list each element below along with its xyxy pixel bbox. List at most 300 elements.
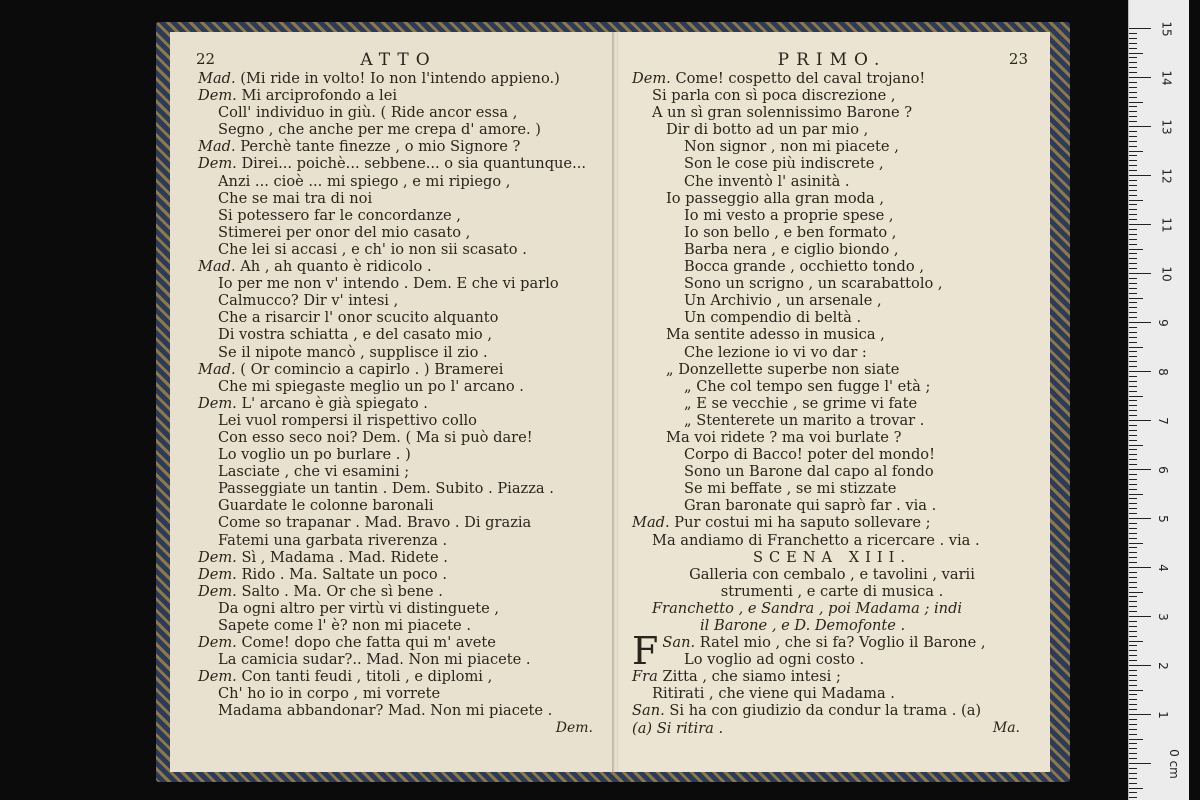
text-line: [632, 446, 1032, 463]
ruler-tick: [1129, 680, 1137, 681]
line-text: Che a risarcir l' onor scucito alquanto: [218, 309, 499, 327]
drop-cap: F: [632, 629, 659, 674]
ruler-tick: [1129, 283, 1137, 284]
text-line: [632, 207, 1032, 224]
ruler-tick: [1129, 141, 1137, 142]
right-running-header: [632, 50, 1032, 70]
ruler-tick: [1129, 263, 1137, 264]
right-page-number: 23: [1008, 50, 1028, 68]
line-text: Pur costui mi ha saputo sollevare ;: [674, 514, 931, 532]
text-line: [198, 651, 599, 668]
speaker-label: Dem.: [198, 634, 237, 652]
ruler-tick: [1129, 778, 1137, 779]
text-line: [198, 292, 599, 309]
ruler-tick: [1129, 768, 1137, 769]
ruler-tick: [1129, 234, 1137, 235]
line-text: Lo voglio un po burlare . ): [218, 446, 411, 464]
ruler-tick: [1129, 376, 1137, 377]
text-line: [198, 378, 599, 395]
text-line: [632, 497, 1032, 514]
line-text: Ma sentite adesso in musica ,: [666, 326, 885, 344]
text-line: [198, 668, 599, 685]
text-line: [198, 532, 599, 549]
ruler-tick: [1129, 273, 1151, 274]
text-line: [632, 309, 1032, 326]
text-line: [632, 378, 1032, 395]
text-line: [632, 651, 1032, 668]
line-text: Gran baronate qui saprò far . via .: [684, 497, 937, 515]
ruler-tick: [1129, 508, 1137, 509]
ruler-label: 14: [1159, 70, 1174, 86]
ruler-tick: [1129, 425, 1137, 426]
ruler-tick: [1129, 616, 1151, 617]
speaker-label: Dem.: [198, 668, 237, 686]
line-text: Stimerei per onor del mio casato ,: [218, 223, 471, 241]
ruler-tick: [1129, 258, 1137, 259]
text-line: [632, 275, 1032, 292]
ruler-tick: [1129, 342, 1137, 343]
ruler-label: 2: [1155, 662, 1170, 670]
line-text: Un Archivio , un arsenale ,: [684, 292, 882, 310]
ruler-tick: [1129, 567, 1151, 568]
ruler-tick: [1129, 332, 1137, 333]
ruler-tick: [1129, 552, 1137, 553]
line-text: Si parla con sì poca discrezione ,: [652, 87, 896, 105]
ruler-label: 13: [1159, 119, 1174, 135]
ruler-tick: [1129, 175, 1151, 176]
speaker-label: Mad.: [198, 360, 236, 378]
text-line: [632, 668, 1032, 685]
ruler-tick: [1129, 611, 1137, 612]
ruler-tick: [1129, 690, 1143, 691]
line-text: Sapete come l' è? non mi piacete .: [218, 617, 471, 634]
line-text: „ E se vecchie , se grime vi fate: [684, 394, 918, 412]
speaker-label: San.: [632, 702, 665, 720]
speaker-label: Dem.: [198, 582, 237, 600]
ruler-tick: [1129, 214, 1137, 215]
ruler-tick: [1129, 351, 1137, 352]
line-text: Di vostra schiatta , e del casato mio ,: [218, 326, 492, 344]
text-line: [632, 463, 1032, 480]
ruler-tick: [1129, 557, 1137, 558]
ruler-tick: [1129, 82, 1137, 83]
line-text: Da ogni altro per virtù vi distinguete ,: [218, 599, 500, 617]
line-text: Sono un scrigno , un scarabattolo ,: [684, 275, 943, 293]
right-text-block: [632, 70, 1032, 549]
ruler-tick: [1129, 753, 1137, 754]
text-line: [632, 326, 1032, 343]
line-text: Io son bello , e ben formato ,: [684, 223, 897, 241]
ruler-tick: [1129, 106, 1137, 107]
text-line: [632, 173, 1032, 190]
ruler-tick: [1129, 405, 1137, 406]
text-line: [198, 685, 599, 702]
line-text: Ah , ah quanto è ridicolo .: [240, 258, 432, 276]
text-line: [198, 258, 599, 275]
ruler-tick: [1129, 650, 1137, 651]
text-line: [198, 326, 599, 343]
ruler-tick: [1129, 645, 1137, 646]
ruler-label: 5: [1155, 515, 1170, 523]
ruler-tick: [1129, 38, 1137, 39]
ruler-tick: [1129, 209, 1137, 210]
text-line: [632, 155, 1032, 172]
ruler-tick: [1129, 734, 1137, 735]
text-line: [632, 258, 1032, 275]
text-line: [632, 190, 1032, 207]
text-line: [198, 412, 599, 429]
line-text: Si potessero far le concordanze ,: [218, 206, 461, 224]
text-line: [198, 583, 599, 600]
ruler-tick: [1129, 337, 1137, 338]
ruler-tick: [1129, 479, 1137, 480]
ruler-tick: [1129, 72, 1137, 73]
ruler-tick: [1129, 758, 1137, 759]
line-text: Son le cose più indiscrete ,: [684, 155, 884, 173]
line-text: Lei vuol rompersi il rispettivo collo: [218, 411, 477, 429]
text-line: [632, 87, 1032, 104]
left-page: [170, 32, 614, 772]
text-line: [198, 617, 599, 634]
ruler-tick: [1129, 704, 1137, 705]
ruler-tick: [1129, 724, 1137, 725]
ruler-tick: [1129, 224, 1151, 225]
right-page: [618, 32, 1050, 772]
ruler-tick: [1129, 322, 1151, 323]
speaker-label: Dem.: [198, 394, 237, 412]
book-binding: [156, 22, 1070, 782]
ruler-tick: [1129, 773, 1137, 774]
text-line: [632, 121, 1032, 138]
line-text: Direi... poichè... sebbene... o sia quantunque...: [241, 155, 586, 173]
text-line: [198, 155, 599, 172]
ruler-tick: [1129, 572, 1137, 573]
text-line: [198, 429, 599, 446]
ruler-tick: [1129, 185, 1137, 186]
ruler-tick: [1129, 67, 1137, 68]
left-text-block: [198, 70, 599, 720]
ruler-tick: [1129, 253, 1137, 254]
ruler-tick: [1129, 327, 1137, 328]
line-text: Bocca grande , occhietto tondo ,: [684, 258, 924, 276]
ruler-tick: [1129, 136, 1137, 137]
left-catchword: Dem.: [555, 719, 593, 736]
ruler-tick: [1129, 577, 1137, 578]
ruler-tick: [1129, 739, 1143, 740]
ruler-tick: [1129, 293, 1137, 294]
text-line: [632, 532, 1032, 549]
line-text: ( Or comincio a capirlo . ) Bramerei: [240, 360, 504, 378]
line-text: Dir di botto ad un par mio ,: [666, 121, 869, 139]
ruler-tick: [1129, 523, 1137, 524]
ruler-tick: [1129, 596, 1137, 597]
text-line: [198, 70, 599, 87]
ruler-label: 0 cm: [1166, 749, 1181, 779]
ruler-tick: [1129, 400, 1137, 401]
line-text: Segno , che anche per me crepa d' amore. ): [218, 121, 541, 139]
ruler-tick: [1129, 489, 1137, 490]
ruler-tick: [1129, 788, 1143, 789]
ruler-tick: [1129, 180, 1137, 181]
ruler-tick: [1129, 28, 1151, 29]
ruler-tick: [1129, 87, 1137, 88]
line-text: Che inventò l' asinità .: [684, 172, 850, 190]
text-line: [198, 309, 599, 326]
speaker-label: Mad.: [198, 258, 236, 276]
ruler-tick: [1129, 33, 1137, 34]
ruler-tick: [1129, 111, 1137, 112]
text-line: [198, 549, 599, 566]
text-line: [198, 207, 599, 224]
ruler-tick: [1129, 699, 1137, 700]
ruler-label: 4: [1155, 564, 1170, 572]
ruler-tick: [1129, 77, 1151, 78]
ruler-label: 3: [1155, 613, 1170, 621]
text-line: [198, 190, 599, 207]
ruler-tick: [1129, 582, 1137, 583]
line-text: Sì , Madama . Mad. Ridete .: [241, 548, 448, 566]
ruler-tick: [1129, 410, 1137, 411]
ruler-tick: [1129, 381, 1137, 382]
ruler-tick: [1129, 62, 1137, 63]
ruler-tick: [1129, 312, 1137, 313]
characters-line-1: Franchetto , e Sandra , poi Madama ; indi: [652, 599, 963, 617]
line-text: (Mi ride in volto! Io non l'intendo appieno.): [240, 70, 560, 87]
line-text: Come! cospetto del caval trojano!: [675, 70, 926, 87]
ruler-tick: [1129, 474, 1137, 475]
text-line: [198, 702, 599, 719]
footnote: (a) Si ritira .: [632, 719, 724, 737]
ruler-tick: [1129, 151, 1143, 152]
ruler-tick: [1129, 155, 1137, 156]
line-text: Che mi spiegaste meglio un po l' arcano .: [218, 377, 524, 395]
text-line: [198, 173, 599, 190]
line-text: „ Stenterete un marito a trovar .: [684, 411, 925, 429]
line-text: Con tanti feudi , titoli , e diplomi ,: [241, 668, 493, 686]
scene-description-1: Galleria con cembalo , e tavolini , varii: [689, 565, 975, 583]
right-catchword: Ma.: [992, 719, 1020, 736]
line-text: Ritirati , che viene qui Madama .: [652, 685, 895, 703]
scene-description-2: strumenti , e carte di musica .: [720, 582, 944, 600]
ruler-tick: [1129, 298, 1143, 299]
line-text: Un compendio di beltà .: [684, 309, 862, 327]
ruler-label: 9: [1155, 319, 1170, 327]
ruler-tick: [1129, 665, 1151, 666]
line-text: Salto . Ma. Or che sì bene .: [241, 582, 443, 600]
text-line: [632, 138, 1032, 155]
text-line: [198, 104, 599, 121]
ruler-tick: [1129, 709, 1137, 710]
ruler-tick: [1129, 190, 1137, 191]
ruler-label: 8: [1155, 368, 1170, 376]
ruler-tick: [1129, 396, 1143, 397]
ruler-tick: [1129, 484, 1137, 485]
ruler-tick: [1129, 763, 1151, 764]
ruler-tick: [1129, 454, 1137, 455]
ruler-tick: [1129, 449, 1137, 450]
ruler-tick: [1129, 748, 1137, 749]
ruler-label: 1: [1155, 711, 1170, 719]
line-text: L' arcano è già spiegato .: [241, 394, 428, 412]
text-line: [632, 429, 1032, 446]
ruler-tick: [1129, 121, 1137, 122]
line-text: Lasciate , che vi esamini ;: [218, 463, 410, 481]
ruler-tick: [1129, 48, 1137, 49]
line-text: Corpo di Bacco! poter del mondo!: [684, 446, 935, 464]
ruler-tick: [1129, 655, 1137, 656]
ruler-tick: [1129, 371, 1151, 372]
ruler-tick: [1129, 204, 1137, 205]
line-text: Perchè tante finezze , o mio Signore ?: [240, 138, 521, 156]
ruler-tick: [1129, 743, 1137, 744]
ruler-label: 11: [1159, 217, 1174, 233]
ruler-tick: [1129, 503, 1137, 504]
text-line: [198, 138, 599, 155]
ruler-tick: [1129, 302, 1137, 303]
ruler-tick: [1129, 440, 1137, 441]
ruler-tick: [1129, 533, 1137, 534]
line-text: Ch' ho io in corpo , mi vorrete: [218, 685, 441, 703]
text-line: [632, 344, 1032, 361]
ruler-tick: [1129, 498, 1137, 499]
ruler-tick: [1129, 229, 1137, 230]
line-text: Coll' individuo in giù. ( Ride ancor essa ,: [218, 104, 518, 122]
speaker-label: Dem.: [198, 87, 237, 105]
ruler-tick: [1129, 445, 1143, 446]
ruler-tick: [1129, 660, 1137, 661]
left-page-number: 22: [196, 50, 216, 68]
text-line: [632, 514, 1032, 531]
ruler-tick: [1129, 469, 1151, 470]
ruler-label: 6: [1155, 466, 1170, 474]
line-text: „ Donzellette superbe non siate: [666, 360, 900, 378]
line-text: La camicia sudar?.. Mad. Non mi piacete .: [218, 651, 531, 669]
ruler-tick: [1129, 626, 1137, 627]
line-text: Madama abbandonar? Mad. Non mi piacete .: [218, 702, 553, 720]
ruler-tick: [1129, 361, 1137, 362]
characters-line-2: il Barone , e D. Demofonte .: [700, 617, 906, 634]
text-line: [198, 497, 599, 514]
text-line: [198, 395, 599, 412]
text-line: [632, 224, 1032, 241]
line-text: Guardate le colonne baronali: [218, 497, 434, 515]
ruler-tick: [1129, 219, 1137, 220]
ruler-tick: [1129, 797, 1137, 798]
line-text: Io passeggio alla gran moda ,: [666, 189, 885, 207]
ruler-tick: [1129, 160, 1137, 161]
scene-dialogue: [632, 629, 1032, 720]
line-text: Calmucco? Dir v' intesi ,: [218, 292, 399, 310]
line-text: Se il nipote mancò , supplisce il zio .: [218, 343, 488, 361]
text-line: [198, 634, 599, 651]
ruler-tick: [1129, 97, 1137, 98]
line-text: Mi arciprofondo a lei: [241, 87, 398, 105]
text-line: [632, 70, 1032, 87]
speaker-label: Dem.: [198, 548, 237, 566]
ruler-tick: [1129, 53, 1143, 54]
line-text: Non signor , non mi piacete ,: [684, 138, 899, 156]
text-line: [632, 395, 1032, 412]
ruler-tick: [1129, 347, 1143, 348]
ruler-tick: [1129, 518, 1151, 519]
speaker-label: Fra: [632, 668, 658, 686]
text-line: [632, 685, 1032, 702]
ruler-tick: [1129, 268, 1137, 269]
line-text: „ Che col tempo sen fugge l' età ;: [684, 377, 931, 395]
line-text: Barba nera , e ciglio biondo ,: [684, 240, 899, 258]
ruler-tick: [1129, 601, 1137, 602]
ruler-tick: [1129, 131, 1137, 132]
ruler-tick: [1129, 146, 1137, 147]
line-text: Fatemi una garbata riverenza .: [218, 531, 448, 549]
text-line: [198, 514, 599, 531]
ruler-tick: [1129, 288, 1137, 289]
ruler-tick: [1129, 641, 1143, 642]
measurement-ruler: [1128, 0, 1189, 800]
speaker-label: Mad.: [632, 514, 670, 532]
ruler-tick: [1129, 170, 1137, 171]
scene-title: SCENA XIII.: [752, 548, 912, 566]
line-text: Sono un Barone dal capo al fondo: [684, 463, 934, 481]
ruler-tick: [1129, 116, 1137, 117]
speaker-label: Dem.: [198, 565, 237, 583]
ruler-tick: [1129, 494, 1143, 495]
ruler-tick: [1129, 386, 1137, 387]
ruler-tick: [1129, 636, 1137, 637]
speaker-label: Dem.: [632, 70, 671, 87]
text-line: [632, 480, 1032, 497]
ruler-tick: [1129, 126, 1151, 127]
line-text: Lo voglio ad ogni costo .: [684, 651, 865, 669]
ruler-tick: [1129, 43, 1137, 44]
text-line: [632, 292, 1032, 309]
right-header-title: PRIMO.: [777, 50, 887, 70]
ruler-tick: [1129, 729, 1137, 730]
text-line: [198, 480, 599, 497]
ruler-tick: [1129, 547, 1137, 548]
text-line: [632, 104, 1032, 121]
ruler-tick: [1129, 675, 1137, 676]
line-text: Se mi beffate , se mi stizzate: [684, 480, 897, 498]
ruler-tick: [1129, 719, 1137, 720]
ruler-label: 15: [1159, 21, 1174, 37]
ruler-tick: [1129, 420, 1151, 421]
line-text: Che se mai tra di noi: [218, 189, 373, 207]
ruler-tick: [1129, 244, 1137, 245]
ruler-tick: [1129, 543, 1143, 544]
ruler-tick: [1129, 249, 1143, 250]
ruler-tick: [1129, 783, 1137, 784]
text-line: [198, 224, 599, 241]
ruler-tick: [1129, 317, 1137, 318]
ruler-tick: [1129, 587, 1137, 588]
ruler-tick: [1129, 562, 1137, 563]
speaker-label: San.: [662, 634, 696, 652]
ruler-tick: [1129, 57, 1137, 58]
text-line: [632, 702, 1032, 719]
line-text: Che lezione io vi vo dar :: [684, 343, 867, 361]
ruler-tick: [1129, 102, 1143, 103]
ruler-tick: [1129, 356, 1137, 357]
text-line: [198, 446, 599, 463]
ruler-tick: [1129, 792, 1137, 793]
ruler-tick: [1129, 528, 1137, 529]
ruler-tick: [1129, 278, 1137, 279]
ruler-label: 12: [1159, 168, 1174, 184]
ruler-tick: [1129, 631, 1137, 632]
line-text: Si ha con giudizio da condur la trama . (a): [669, 702, 982, 720]
text-line: [198, 600, 599, 617]
